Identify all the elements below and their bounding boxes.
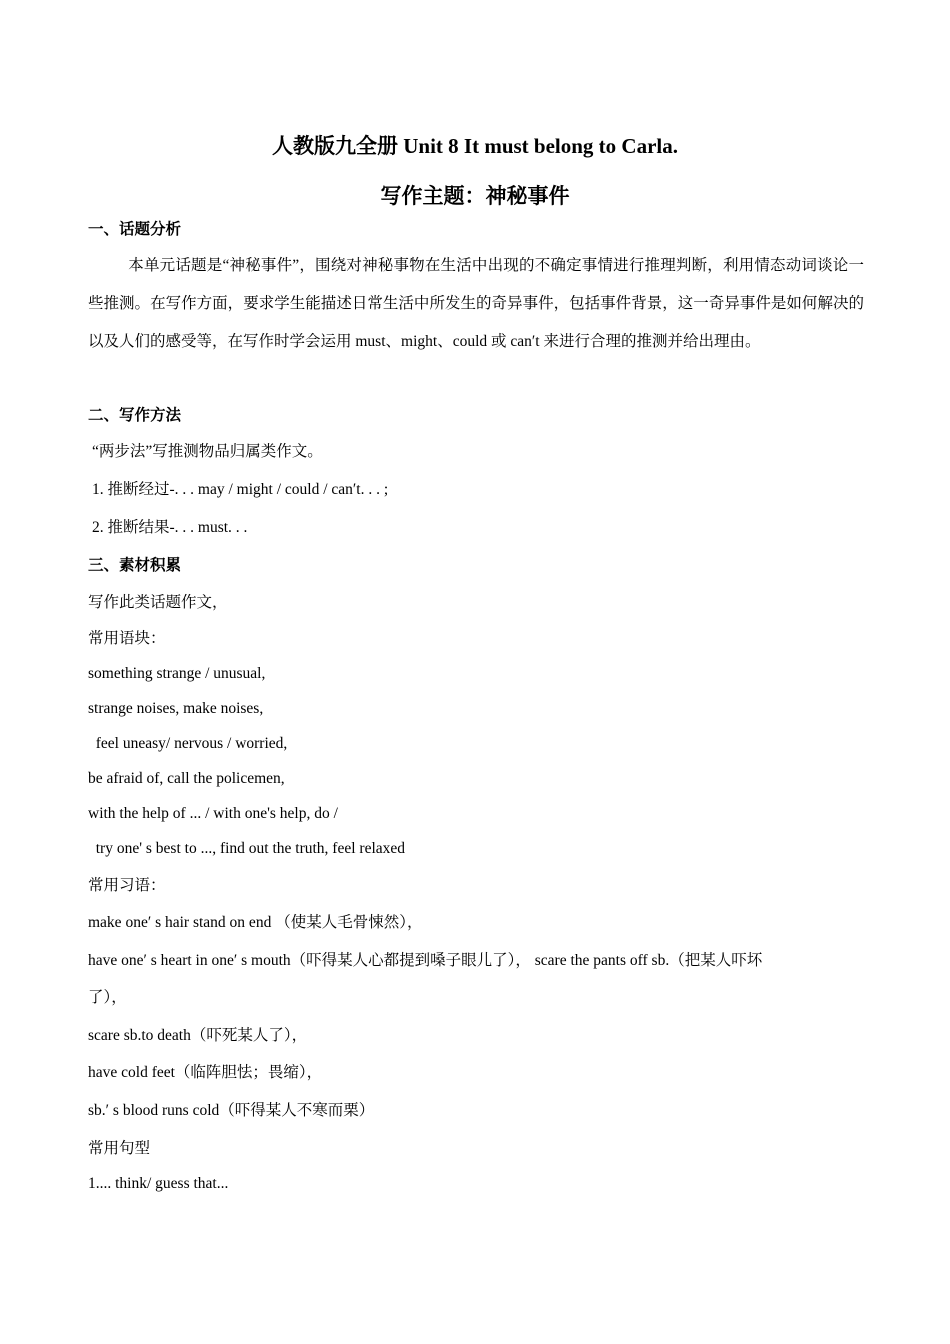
idiom-line: have one′ s heart in one′ s mouth（吓得某人心都提到嗓子眼儿了）， scare the pants off sb.（把某人吓坏: [88, 952, 763, 969]
section2-heading: 二、写作方法: [88, 407, 182, 424]
idioms-label: 常用习语：: [88, 877, 166, 894]
chunk-line: try one' s best to ..., find out the truth, feel relaxed: [88, 840, 406, 857]
document-title: 人教版九全册 Unit 8 It must belong to Carla.: [271, 134, 678, 158]
chunk-line: something strange / unusual,: [88, 665, 266, 682]
section1-heading: 一、话题分析: [88, 221, 182, 238]
section2-step2: 2. 推断结果-. . . must. . .: [92, 519, 248, 536]
section1-paragraph: 本单元话题是“神秘事件”，围绕对神秘事物在生活中出现的不确定事情进行推理判断，利用情态动词谈论一些推测。在写作方面，要求学生能描述日常生活中所发生的奇异事件，包括事件背景，这一奇异事件是如何解决的以及人们的感受等，在写作时学会运用 must、might、could 或 can′t 来进行合理的推测并给出理由。: [88, 257, 864, 350]
pattern-line: 1.... think/ guess that...: [88, 1175, 229, 1192]
chunks-label: 常用语块：: [88, 630, 166, 647]
idiom-line: have cold feet（临阵胆怯；畏缩），: [88, 1064, 323, 1081]
idiom-line: 了），: [88, 989, 127, 1006]
idiom-line: sb.′ s blood runs cold（吓得某人不寒而栗）: [88, 1102, 375, 1119]
idiom-line: scare sb.to death（吓死某人了），: [88, 1027, 308, 1044]
chunk-line: be afraid of, call the policemen,: [88, 770, 285, 787]
idiom-line: make one′ s hair stand on end （使某人毛骨悚然），: [88, 914, 423, 931]
chunk-line: strange noises, make noises,: [88, 700, 264, 717]
section2-intro: “两步法”写推测物品归属类作文。: [92, 443, 323, 460]
chunk-line: with the help of ... / with one's help, do /: [88, 805, 338, 822]
patterns-label: 常用句型: [88, 1140, 151, 1157]
section3-intro: 写作此类话题作文，: [88, 594, 228, 611]
section3-heading: 三、素材积累: [88, 557, 182, 574]
section2-step1: 1. 推断经过-. . . may / might / could / can′t. . . ;: [92, 481, 389, 498]
document-subtitle: 写作主题：神秘事件: [380, 184, 570, 208]
chunk-line: feel uneasy/ nervous / worried,: [88, 735, 288, 752]
